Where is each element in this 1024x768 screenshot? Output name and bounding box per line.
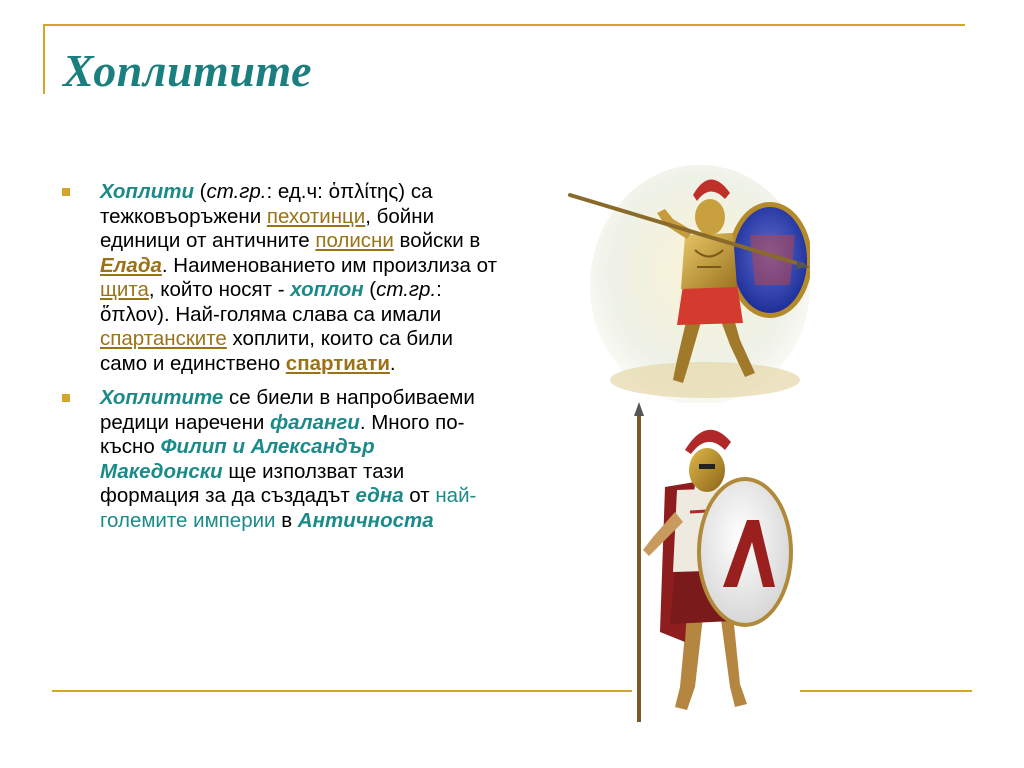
slide-content — [60, 180, 500, 543]
link-polisni[interactable]: полисни — [315, 229, 394, 252]
bullet-2-text — [100, 386, 500, 533]
text: ще използват тази формация за да създадът — [100, 459, 405, 507]
bullet-1 — [60, 180, 500, 376]
bullet-2 — [60, 386, 500, 533]
text: хоплити, които са били само и единствено — [100, 327, 453, 375]
link-elada[interactable]: Елада — [100, 253, 162, 277]
abbr-st-gr: ст.гр. — [376, 278, 437, 301]
text: се биели в напробиваеми редици наречени — [100, 386, 475, 434]
term-falangi: фаланги — [270, 410, 360, 434]
slide-title: Хоплитите — [63, 45, 312, 96]
text: , който носят - — [148, 278, 291, 301]
link-shtita[interactable]: щита — [100, 278, 149, 301]
term-hopliti: Хоплити — [100, 180, 194, 203]
frame-bottom-line-right — [800, 690, 972, 692]
term-imperii: най-големите империи — [100, 484, 477, 532]
link-pehotinci[interactable]: пехотинци — [266, 204, 366, 228]
text: . Наименованието им произлиза от — [161, 253, 497, 277]
link-spartiati[interactable]: спартиати — [285, 351, 390, 375]
text: ( — [363, 278, 377, 301]
text: . Много по-късно — [100, 410, 465, 458]
term-hoplitite: Хоплитите — [100, 386, 224, 409]
frame-bottom-line-left — [52, 690, 632, 692]
text: войски в — [393, 229, 481, 252]
term-hoplon: хоплон — [290, 278, 364, 301]
term-filip-aleksandar: Филип и Александър Македонски — [100, 435, 375, 483]
hoplite-blue-shield-image — [565, 155, 810, 403]
frame-top-line — [43, 24, 965, 26]
bullet-marker — [60, 180, 100, 376]
term-edna: една — [355, 484, 404, 507]
bullet-marker — [60, 386, 100, 533]
abbr-st-gr: ст.гр. — [206, 180, 267, 203]
text: : ὅπλον). Най-голяма слава са имали — [100, 278, 442, 326]
text: , бойни единици от античните — [100, 204, 435, 252]
spartan-hoplite-lambda-image — [625, 402, 800, 727]
bullet-1-text — [100, 180, 500, 376]
term-antichnosta: Античноста — [297, 508, 434, 532]
frame-left-line — [43, 24, 45, 94]
text: от — [403, 484, 436, 507]
link-spartanskite[interactable]: спартанските — [100, 327, 227, 350]
text: . — [389, 351, 396, 375]
text: ( — [193, 180, 207, 203]
text: : ед.ч: ὁπλίτης) са тежковъоръжени — [100, 180, 433, 228]
text: в — [275, 508, 298, 532]
